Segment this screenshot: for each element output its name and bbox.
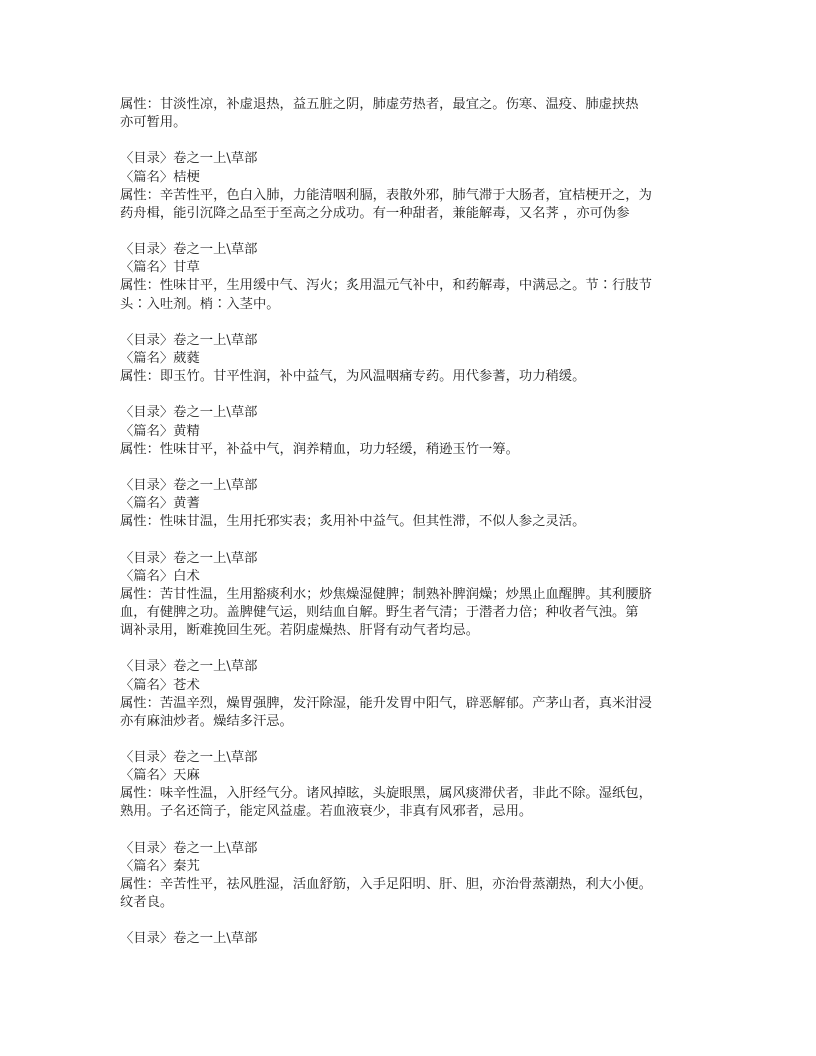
entry-continuation [120,96,700,132]
attribute-line: 药舟楫，能引沉降之品至于至高之分成功。有一种甜者，兼能解毒，又名荠 ，亦可伪参 [120,205,630,221]
entry-title: 〈篇名〉秦艽 [120,858,200,874]
attribute-line: 属性：即玉竹。甘平性润，补中益气，为风温咽痛专药。用代参蓍，功力稍缓。 [120,369,586,385]
catalog-line: 〈目录〉卷之一上\草部 [120,151,258,167]
entry-title: 〈篇名〉苍术 [120,677,200,693]
attribute-line: 属性：性味甘平，补益中气，润养精血，功力轻缓，稍逊玉竹一筹。 [120,441,519,457]
catalog-line: 〈目录〉卷之一上\草部 [120,931,258,947]
entry-trailing [120,930,700,948]
entry-tianma [120,749,700,822]
attribute-line: 属性：辛苦性平，色白入肺，力能清咽利膈，表散外邪，肺气滞于大肠者，宜桔梗开之，为 [120,187,652,203]
entry-title: 〈篇名〉葳蕤 [120,350,200,366]
attribute-line: 属性：苦甘性温，生用豁痰利水；炒焦燥湿健脾；制熟补脾润燥；炒黑止血醒脾。其利腰脐 [120,586,652,602]
catalog-line: 〈目录〉卷之一上\草部 [120,405,258,421]
catalog-line: 〈目录〉卷之一上\草部 [120,242,258,258]
entry-weirui [120,332,700,386]
entry-qinjiao [120,840,700,913]
entry-title: 〈篇名〉黄精 [120,423,200,439]
attribute-line: 亦有麻油炒者。燥结多汗忌。 [120,713,293,729]
attribute-line: 属性：辛苦性平，祛风胜湿，活血舒筋，入手足阳明、肝、胆，亦治骨蒸潮热，利大小便。 [120,877,652,893]
entry-title: 〈篇名〉黄蓍 [120,496,200,512]
catalog-line: 〈目录〉卷之一上\草部 [120,477,258,493]
entry-gancao [120,241,700,314]
catalog-line: 〈目录〉卷之一上\草部 [120,659,258,675]
entry-title: 〈篇名〉白术 [120,568,200,584]
entry-jiegeng [120,150,700,223]
entry-cangzhu [120,658,700,731]
attribute-line: 属性：味辛性温，入肝经气分。诸风掉眩，头旋眼黑，属风痰滞伏者，非此不除。湿纸包， [120,786,652,802]
entry-title: 〈篇名〉天麻 [120,768,200,784]
attribute-line: 头∶入吐剂。梢∶入茎中。 [120,296,280,312]
entry-huangqi [120,477,700,531]
entry-title: 〈篇名〉桔梗 [120,169,200,185]
catalog-line: 〈目录〉卷之一上\草部 [120,550,258,566]
catalog-line: 〈目录〉卷之一上\草部 [120,750,258,766]
entry-title: 〈篇名〉甘草 [120,260,200,276]
attribute-line: 熟用。子名还筒子，能定风益虚。若血液衰少，非真有风邪者，忌用。 [120,804,533,820]
attribute-line: 血，有健脾之功。盖脾健气运，则结血自解。野生者气清；于潜者力倍；种收者气浊。第 [120,604,639,620]
attribute-line: 属性：苦温辛烈，燥胃强脾，发汗除湿，能升发胃中阳气，辟恶解郁。产茅山者，真米泔浸 [120,695,652,711]
attribute-line: 属性：性味甘平，生用缓中气、泻火；炙用温元气补中，和药解毒，中满忌之。节∶行肢节 [120,278,652,294]
entry-baizhu [120,550,700,641]
attribute-line: 属性：甘淡性凉，补虚退热，益五脏之阴，肺虚劳热者，最宜之。伤寒、温疫、肺虚挟热 [120,97,639,112]
catalog-line: 〈目录〉卷之一上\草部 [120,332,258,348]
entry-huangjing [120,404,700,458]
attribute-line: 纹者良。 [120,895,174,911]
attribute-line: 属性：性味甘温，生用托邪实表；炙用补中益气。但其性滞，不似人参之灵活。 [120,514,586,530]
document-page [120,96,700,967]
attribute-line: 调补录用，断难挽回生死。若阴虚燥热、肝肾有动气者均忌。 [120,623,480,639]
attribute-line: 亦可暂用。 [120,115,187,131]
catalog-line: 〈目录〉卷之一上\草部 [120,840,258,856]
